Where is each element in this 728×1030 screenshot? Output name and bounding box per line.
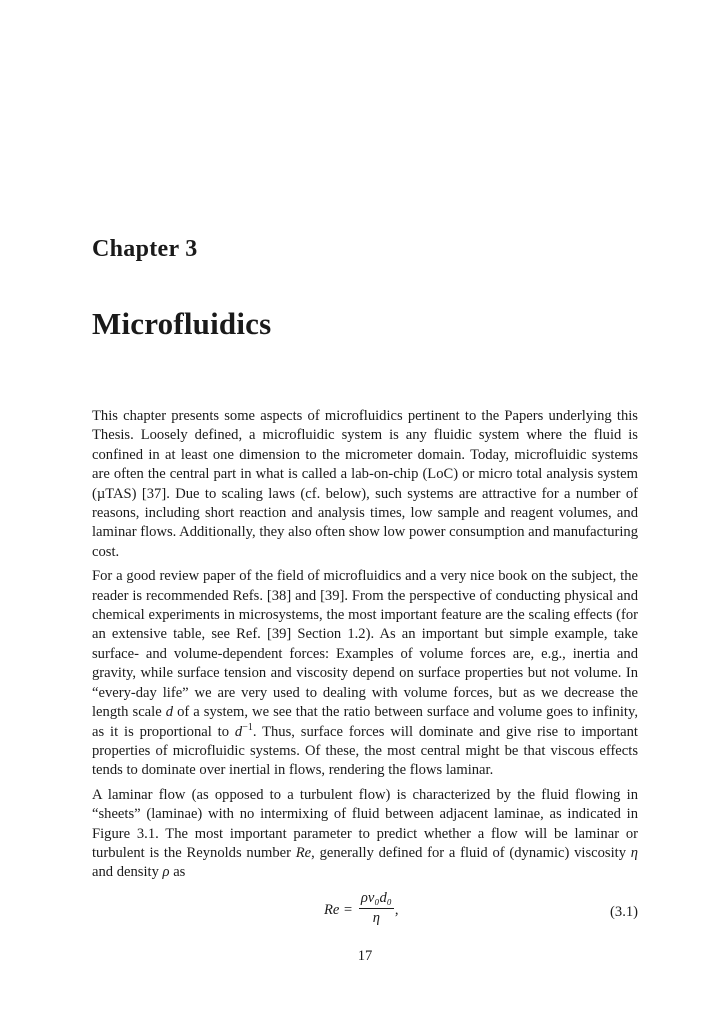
paragraph-intro: This chapter presents some aspects of microfluidics pertinent to the Papers underlying this Thesis. Loosely defined, a microfluidic system is any fluidic system where the fluid is confined in at least one dimension to the micrometer domain. Today, microfluidic systems are often the central part in what is called a lab-on-chip (LoC) or micro total analysis system (µTAS) [37]. Due to scaling laws (cf. below), such systems are attractive for a number of reasons, including short reaction and analysis times, low sample and reagent volumes, and laminar flows. Additionally, they also often show low power consumption and manufacturing cost. [92,408,638,560]
chapter-title: Microfluidics [92,306,272,341]
paragraph-laminar-text-4: as [169,864,186,881]
paragraph-scaling-text: For a good review paper of the field of microfluidics and a very nice book on the subject, the reader is recommended Refs. [38] and [39]. From the perspective of conducting physical and chemical experiments in microsystems, the most important feature are the scaling effects (for an extensive table, see Ref. [39] Section 1.2). As an important but simple example, take surface- and volume-dependent forces: Examples of volume forces are, e.g., inertia and gravity, while surface tension and viscosity depend on surface properties but not volume. In “every-day life” we are very used to dealing with volume forces, but as we decrease the length scale [92,568,638,721]
paragraph-laminar-text: A laminar flow (as opposed to a turbulent flow) is characterized by the fluid flowing in “sheets” (laminae) with no intermixing of fluid between adjacent laminae, as indicated in Figure 3.1. The most important parameter to predict whether a flow will be laminar or turbulent is the Reynolds number [92,786,638,861]
paragraph-scaling [92,567,638,780]
chapter-label: Chapter 3 [92,236,198,262]
var-re: Re [295,844,312,861]
equation-body [324,890,398,927]
paragraph-laminar-text-3: and density [92,864,163,881]
var-rho: ρ [162,864,170,881]
var-eta: η [630,844,638,861]
paragraph-laminar-text-2: , generally defined for a fluid of (dynamic) viscosity [311,844,631,861]
var-d: d [165,704,174,721]
body-text [92,407,638,888]
equation-3-1 [92,890,638,934]
equation-numerator: ρv₀d₀ [359,890,394,909]
paragraph-scaling-text-2: of a system, we see that the ratio between surface and volume goes to infinity, as it is proportional to [92,704,638,740]
exponent: −1 [242,721,253,733]
var-d-power: d [234,723,243,740]
equation-denominator: η [372,910,380,926]
paragraph-laminar [92,786,638,883]
equation-number: (3.1) [610,904,638,920]
equation-lhs: Re = [324,902,353,918]
equation-comma: , [394,902,399,918]
page-number: 17 [357,948,373,964]
paragraph-scaling-text-3: . Thus, surface forces will dominate and give rise to important properties of microfluidic systems. Of these, the most central might be that viscous effects tends to dominate over inertial in flows, rendering the flows laminar. [92,723,638,779]
equation-fraction [359,890,394,927]
